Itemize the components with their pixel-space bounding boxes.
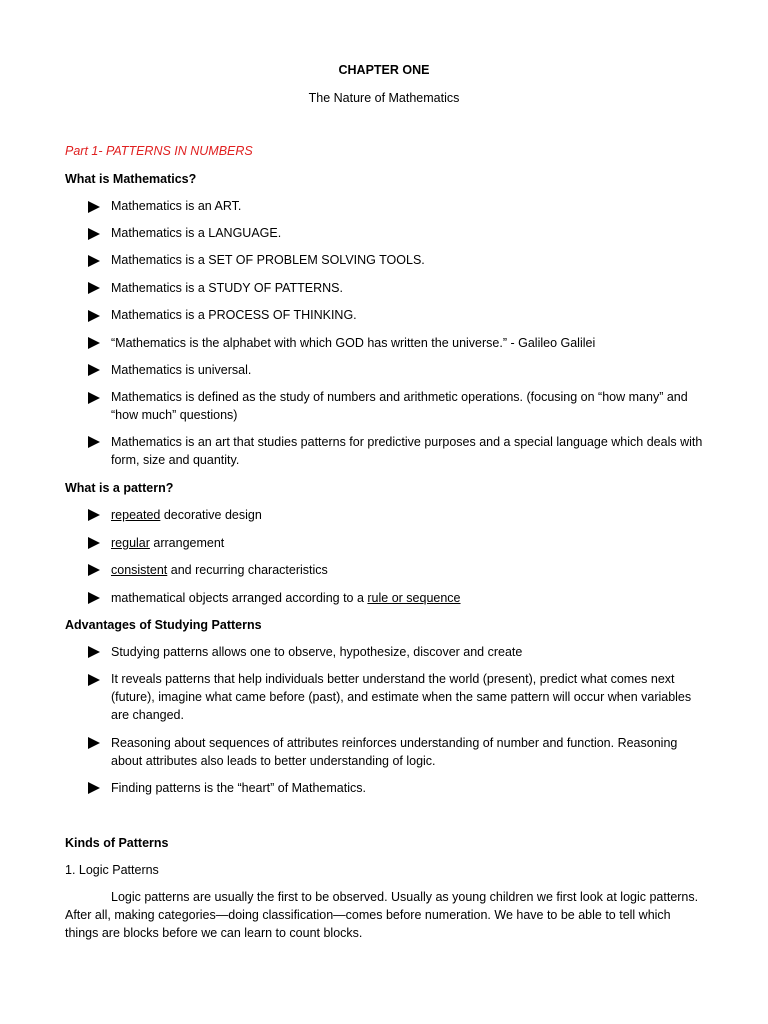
- bullet-arrow-icon: [87, 536, 101, 550]
- bullet-arrow-icon: [87, 563, 101, 577]
- bullet-arrow-icon: [87, 673, 101, 687]
- list-item: Studying patterns allows one to observe, hypothesize, discover and create: [111, 645, 523, 659]
- section-heading-advantages: Advantages of Studying Patterns: [65, 618, 262, 632]
- bullet-arrow-icon: [87, 363, 101, 377]
- list-item: Mathematics is a SET OF PROBLEM SOLVING TOOLS.: [111, 253, 425, 267]
- bullet-arrow-icon: [87, 781, 101, 795]
- section-heading-what-is-math: What is Mathematics?: [65, 172, 197, 186]
- list-item: Mathematics is a PROCESS OF THINKING.: [111, 308, 357, 322]
- section-heading-kinds: Kinds of Patterns: [65, 836, 169, 850]
- bullet-arrow-icon: [87, 281, 101, 295]
- list-item: consistent and recurring characteristics: [111, 563, 328, 577]
- list-item: mathematical objects arranged according to a rule or sequence: [111, 591, 461, 605]
- list-item: Mathematics is a LANGUAGE.: [111, 226, 282, 240]
- list-item: Mathematics is an art that studies patterns for predictive purposes and a special language which deals with form, size and quantity.: [111, 435, 703, 467]
- chapter-heading: CHAPTER ONE: [338, 63, 430, 77]
- bullet-arrow-icon: [87, 508, 101, 522]
- part-heading: Part 1- PATTERNS IN NUMBERS: [65, 144, 253, 158]
- bullet-arrow-icon: [87, 591, 101, 605]
- subsection-heading-logic: 1. Logic Patterns: [65, 863, 159, 877]
- list-item: “Mathematics is the alphabet with which GOD has written the universe.” - Galileo Galilei: [111, 336, 596, 350]
- document-title: The Nature of Mathematics: [308, 91, 460, 105]
- bullet-arrow-icon: [87, 391, 101, 405]
- bullet-arrow-icon: [87, 336, 101, 350]
- bullet-arrow-icon: [87, 200, 101, 214]
- bullet-arrow-icon: [87, 227, 101, 241]
- list-item: repeated decorative design: [111, 508, 262, 522]
- bullet-arrow-icon: [87, 435, 101, 449]
- bullet-arrow-icon: [87, 254, 101, 268]
- list-item: Mathematics is universal.: [111, 363, 252, 377]
- list-item: Finding patterns is the “heart” of Mathematics.: [111, 781, 366, 795]
- section-heading-what-is-pattern: What is a pattern?: [65, 481, 174, 495]
- bullet-arrow-icon: [87, 736, 101, 750]
- list-item: Mathematics is defined as the study of numbers and arithmetic operations. (focusing on “how many” and “how much” questions): [111, 390, 688, 422]
- bullet-arrow-icon: [87, 309, 101, 323]
- list-item: regular arrangement: [111, 536, 225, 550]
- list-item: It reveals patterns that help individuals better understand the world (present), predict what comes next (future), imagine what came before (past), and estimate when the same pattern will occur when variables are changed.: [111, 672, 692, 722]
- paragraph-logic-patterns: Logic patterns are usually the first to be observed. Usually as young children we first look at logic patterns. After all, making categories—doing classification—comes before numeration. We have to be able to tell which things are blocks before we can learn to count blocks.: [65, 890, 699, 940]
- bullet-arrow-icon: [87, 645, 101, 659]
- list-item: Reasoning about sequences of attributes reinforces understanding of number and function. Reasoning about attributes also leads to better understanding of logic.: [111, 736, 678, 768]
- list-item: Mathematics is an ART.: [111, 199, 242, 213]
- list-item: Mathematics is a STUDY OF PATTERNS.: [111, 281, 343, 295]
